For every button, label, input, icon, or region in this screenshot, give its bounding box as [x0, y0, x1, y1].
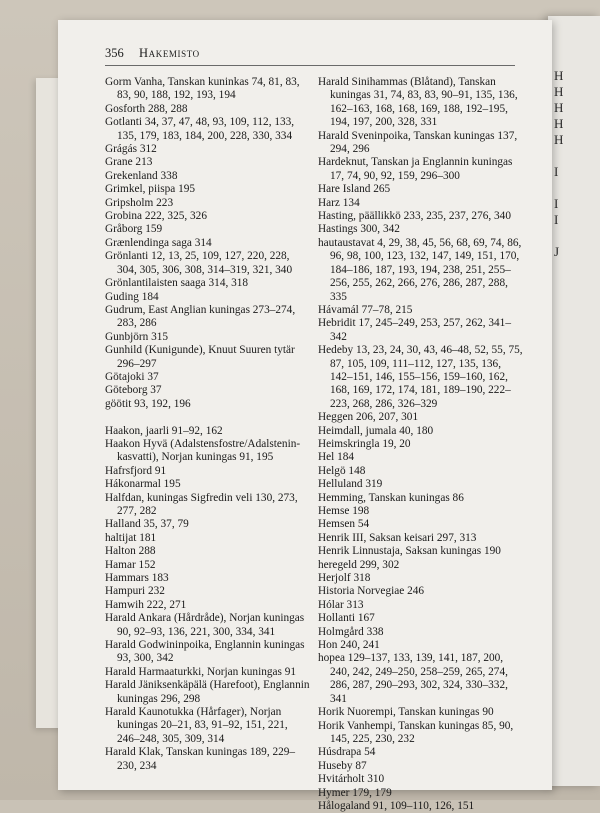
index-entry: Harz 134: [318, 196, 360, 209]
index-entry: Hon 240, 241: [318, 639, 380, 652]
index-entry: Hålogaland 91, 109–110, 126, 151: [318, 799, 475, 812]
index-entry: Grágás 312: [105, 143, 157, 156]
index-entry: Helluland 319: [318, 478, 383, 491]
index-column-right: [318, 76, 523, 813]
index-entry: Grekenland 338: [105, 169, 178, 182]
index-entry: Helgö 148: [318, 464, 366, 477]
index-entry: Húsdrapa 54: [318, 746, 376, 759]
index-entry: Grobina 222, 325, 326: [105, 210, 207, 223]
index-entry: Heimskringla 19, 20: [318, 437, 411, 450]
index-entry: Herjolf 318: [318, 572, 371, 585]
index-entry: Grane 213: [105, 156, 153, 169]
index-entry: Hólar 313: [318, 598, 364, 611]
facing-page-fragment: J: [554, 244, 560, 259]
index-entry: Hedeby 13, 23, 24, 30, 43, 46–48, 52, 55, 75, 87, 105, 109, 111–112, 127, 135, 136, 142–151, 146, 155–156, 159–160, 162, 168, 169, 172, 174, 181, 189–190, 222–223, 268, 286, 326–329: [318, 344, 523, 410]
index-entry: göötit 93, 192, 196: [105, 397, 191, 410]
facing-page-fragment: H: [554, 132, 564, 147]
index-entry: Horik Nuorempi, Tanskan kuningas 90: [318, 706, 494, 719]
index-entry: Hastings 300, 342: [318, 223, 400, 236]
index-entry: Harald Harmaaturkki, Norjan kuningas 91: [105, 665, 297, 678]
facing-page-fragment: H: [554, 68, 564, 83]
index-entry: Hollanti 167: [318, 612, 375, 625]
index-entry: Hammars 183: [105, 572, 169, 585]
index-entry: Harald Sinihammas (Blåtand), Tanskan kuningas 31, 74, 83, 83, 90–91, 135, 136, 162–163, 168, 168, 169, 188, 192–195, 194, 197, 200, 328, 331: [318, 76, 518, 129]
index-entry: Holmgård 338: [318, 625, 384, 638]
index-entry: Gotlanti 34, 37, 47, 48, 93, 109, 112, 133, 135, 179, 183, 184, 200, 228, 330, 334: [105, 116, 295, 142]
index-entry: Hemsen 54: [318, 518, 370, 531]
index-entry: Guding 184: [105, 290, 159, 303]
index-entry: haltijat 181: [105, 531, 157, 544]
index-entry: Halton 288: [105, 545, 156, 558]
index-entry: Hávamál 77–78, 215: [318, 303, 413, 316]
index-entry: Halfdan, kuningas Sigfredin veli 130, 273, 277, 282: [105, 491, 298, 517]
facing-page-fragment: I: [554, 164, 559, 179]
index-entry: Hafrsfjord 91: [105, 464, 167, 477]
index-entry: Hare Island 265: [318, 183, 391, 196]
index-entry: Grænlendinga saga 314: [105, 236, 212, 249]
index-entry: Grimkel, piispa 195: [105, 183, 196, 196]
index-entry: Hemse 198: [318, 505, 370, 517]
index-entry: Harald Ankara (Hårdråde), Norjan kuningas 90, 92–93, 136, 221, 300, 334, 341: [105, 612, 305, 638]
index-entry: Hasting, päällikkö 233, 235, 237, 276, 340: [318, 210, 511, 223]
index-entry: Harald Kaunotukka (Hårfager), Norjan kuningas 20–21, 83, 91–92, 151, 221, 246–248, 305, 309, 314: [105, 706, 288, 745]
letter-section-gap: [105, 411, 310, 424]
index-entry: Harald Sveninpoika, Tanskan kuningas 137, 294, 296: [318, 129, 518, 156]
facing-page-fragment: I: [554, 212, 559, 227]
index-entry: Gråborg 159: [105, 223, 163, 236]
index-entry: Gudrum, East Anglian kuningas 273–274, 283, 286: [105, 303, 296, 330]
index-entry: Hampuri 232: [105, 585, 165, 598]
index-entry: Hamar 152: [105, 558, 156, 571]
index-entry: Heimdall, jumala 40, 180: [318, 424, 434, 437]
index-column-left: [105, 76, 310, 773]
facing-page-fragment: H: [554, 116, 564, 131]
index-entry: Harald Jäniksenkäpälä (Harefoot), Englannin kuningas 296, 298: [105, 679, 310, 705]
index-entry: Gorm Vanha, Tanskan kuninkas 74, 81, 83, 83, 90, 188, 192, 193, 194: [105, 76, 300, 102]
page-number: 356: [105, 46, 124, 60]
index-entry: Haakon Hyvä (Adalstensfostre/Adalstenin-kasvatti), Norjan kuningas 91, 195: [105, 437, 301, 464]
index-entry: Göteborg 37: [105, 384, 162, 397]
index-entry: Hvitárholt 310: [318, 773, 385, 786]
index-entry: Henrik III, Saksan keisari 297, 313: [318, 531, 477, 544]
index-entry: Grönlantilaisten saaga 314, 318: [105, 277, 249, 290]
index-entry: Huseby 87: [318, 759, 367, 772]
index-entry: Haakon, jaarli 91–92, 162: [105, 424, 223, 437]
index-entry: Gunbjörn 315: [105, 330, 169, 343]
index-entry: Gosforth 288, 288: [105, 102, 188, 115]
book-page: [58, 20, 552, 812]
page-title: Hakemisto: [139, 46, 200, 60]
facing-page: [548, 16, 600, 786]
index-entry: hopea 129–137, 133, 139, 141, 187, 200, 240, 242, 249–250, 258–259, 265, 274, 286, 287, 290–293, 302, 324, 330–332, 341: [318, 652, 508, 705]
facing-page-fragment: I: [554, 196, 559, 211]
facing-page-fragment: H: [554, 100, 564, 115]
index-entry: Hel 184: [318, 451, 355, 464]
index-entry: heregeld 299, 302: [318, 558, 400, 571]
index-entry: Hamwih 222, 271: [105, 598, 187, 611]
index-entry: Halland 35, 37, 79: [105, 518, 189, 531]
index-entry: Hemming, Tanskan kuningas 86: [318, 491, 464, 504]
index-entry: Gunhild (Kunigunde), Knuut Suuren tytär 296–297: [105, 344, 295, 370]
index-entry: Hymer 179, 179: [318, 786, 392, 799]
index-entry: Harald Godwininpoika, Englannin kuningas 93, 300, 342: [105, 639, 305, 665]
index-entry: Harald Klak, Tanskan kuningas 189, 229–230, 234: [105, 746, 296, 772]
running-header: [105, 45, 515, 66]
index-entry: Hardeknut, Tanskan ja Englannin kuningas 17, 74, 90, 92, 159, 296–300: [318, 156, 513, 182]
index-entry: Heggen 206, 207, 301: [318, 411, 419, 424]
index-entry: Horik Vanhempi, Tanskan kuningas 85, 90, 145, 225, 230, 232: [318, 719, 514, 745]
index-entry: Gripsholm 223: [105, 196, 174, 209]
index-entry: hautaustavat 4, 29, 38, 45, 56, 68, 69, 74, 86, 96, 98, 100, 123, 132, 147, 149, 151, 170, 184–186, 187, 193, 194, 238, 251, 255–256, 255, 262, 266, 276, 286, 287, 288, 335: [318, 236, 522, 303]
index-entry: Götajoki 37: [105, 370, 159, 383]
index-entry: Hebridit 17, 245–249, 253, 257, 262, 341–342: [318, 317, 511, 343]
index-entry: Hákonarmal 195: [105, 478, 181, 491]
index-entry: Grönlanti 12, 13, 25, 109, 127, 220, 228, 304, 305, 306, 308, 314–319, 321, 340: [105, 250, 293, 276]
index-entry: Henrik Linnustaja, Saksan kuningas 190: [318, 545, 501, 558]
index-entry: Historia Norvegiae 246: [318, 585, 425, 598]
facing-page-fragment: H: [554, 84, 564, 99]
